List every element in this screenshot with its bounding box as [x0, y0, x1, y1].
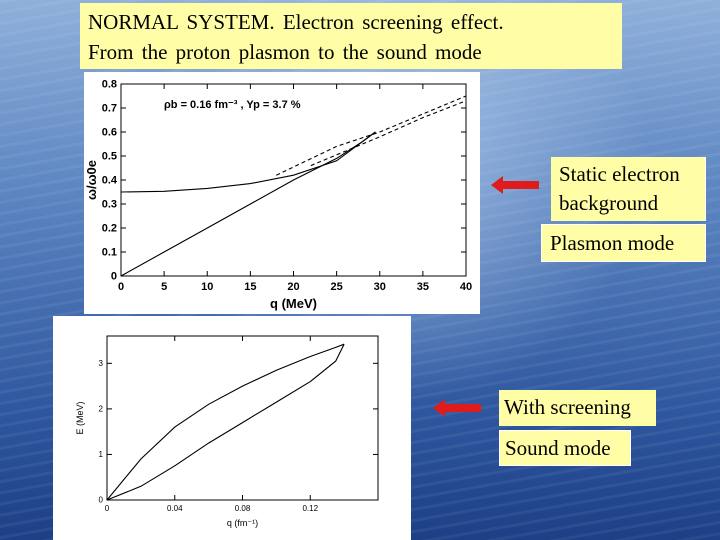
plot-annotation: ρb = 0.16 fm⁻³ , Yp = 3.7 % [164, 99, 301, 111]
y-tick-label: 3 [98, 359, 103, 368]
y-tick-label: 0.2 [101, 222, 117, 235]
y-tick-label: 0.4 [101, 174, 117, 187]
y-axis-label: E (MeV) [75, 401, 85, 435]
x-tick-label: 20 [287, 281, 300, 293]
with-screening-label: With screening [499, 390, 656, 426]
x-tick-label: 15 [244, 281, 257, 293]
sound-mode-label: Sound mode [499, 430, 631, 466]
plasmon-dispersion-plot [84, 72, 480, 314]
sound-plot-svg [53, 316, 411, 540]
plasmon-mode-label: Plasmon mode [541, 224, 706, 262]
x-axis-label: q (MeV) [270, 296, 317, 311]
title-line-2: From the proton plasmon to the sound mode [88, 40, 482, 64]
series-line-1 [121, 132, 375, 192]
arrow-shape [433, 399, 481, 417]
y-tick-label: 0 [110, 270, 117, 283]
x-tick-label: 0 [104, 504, 110, 513]
plasmon-plot-svg [84, 72, 480, 314]
left-arrow-icon [491, 176, 541, 194]
y-axis-label: ω/ω0e [84, 159, 99, 201]
arrow-shape [491, 176, 539, 194]
y-tick-label: 0.3 [101, 198, 117, 211]
series-line-2 [107, 344, 344, 500]
y-tick-label: 0.1 [101, 246, 117, 259]
title-line-1: NORMAL SYSTEM. Electron screening effect. [88, 10, 504, 34]
y-tick-label: 1 [98, 450, 103, 460]
x-tick-label: 0 [117, 281, 125, 293]
x-tick-label: 5 [161, 281, 168, 293]
y-tick-label: 0.6 [101, 126, 117, 139]
x-tick-label: 25 [330, 281, 343, 293]
left-arrow-icon-2 [433, 399, 483, 417]
y-tick-label: 2 [98, 404, 103, 414]
x-tick-label: 0.12 [302, 504, 319, 513]
y-tick-label: 0.8 [101, 78, 117, 91]
x-tick-label: 0.04 [166, 504, 183, 513]
y-tick-label: 0.5 [101, 150, 117, 163]
x-tick-label: 10 [201, 281, 214, 293]
x-tick-label: 40 [459, 281, 473, 293]
plot-frame [107, 336, 378, 500]
x-tick-label: 35 [416, 281, 429, 293]
x-axis-label: q (fm⁻¹) [226, 518, 259, 528]
x-tick-label: 30 [373, 281, 386, 293]
y-tick-label: 0 [98, 495, 103, 505]
static-label-line-1: Static electron [559, 162, 680, 186]
sound-mode-plot [53, 316, 411, 540]
x-tick-label: 0.08 [234, 504, 251, 513]
series-line-2 [121, 132, 375, 276]
y-tick-label: 0.7 [101, 102, 117, 115]
static-electron-label [551, 157, 706, 221]
series-line-4 [311, 101, 466, 166]
static-label-line-2: background [559, 191, 659, 215]
slide-title [80, 3, 622, 69]
series-line-1 [107, 344, 344, 500]
